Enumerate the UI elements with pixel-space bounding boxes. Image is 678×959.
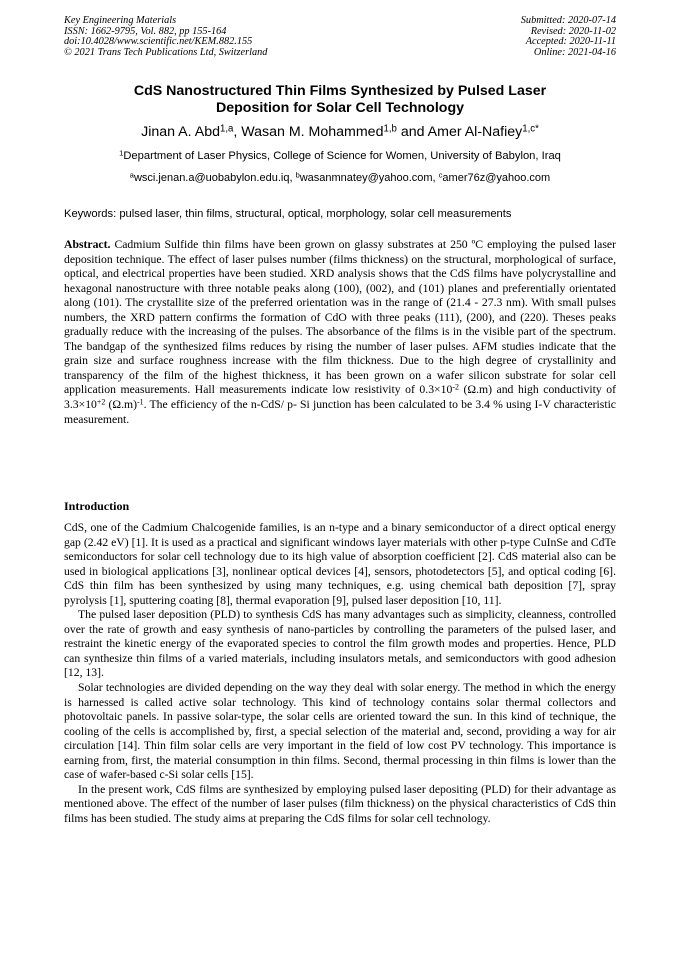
introduction-body: [64, 521, 616, 826]
intro-paragraph: Solar technologies are divided depending on the way they deal with solar energy. The method in which the energy is harnessed is called active solar technology. This kind of technology contains solar thermal collectors and photovoltaic panels. In passive solar-type, the solar cells are oriented toward the sun. In this kind of technique, the cooling of the cells is accomplished by, first, a special selection of the material and, second, providing a way for air circulation [14]. Thin film solar cells are very important in the field of low cost PV technology. This importance is earning from, first, the material consumption in thin films. Second, thermal processing in thin films is lower than the case of wafer-based c-Si solar cells [15].: [64, 681, 616, 782]
title-line-1: CdS Nanostructured Thin Films Synthesized by Pulsed Laser: [133, 83, 547, 99]
email-a-sup: a: [129, 170, 134, 180]
date-revised: Revised: 2020-11-02: [530, 25, 616, 37]
journal-doi: doi:10.4028/www.scientific.net/KEM.882.155: [64, 36, 253, 48]
author-1-name: Jinan A. Abd: [141, 124, 220, 140]
intro-paragraph: The pulsed laser deposition (PLD) to synthesis CdS has many advantages such as simplicity, cleanness, controlled over the rate of growth and easy synthesis of nano-particles by controlling the parameters of the pulsed laser, and restraint the kinetic energy of the evaporated species to control the film growth modes and properties. Hence, PLD can synthesize thin films of a varied materials, including insulators metals, and semiconductors with good adhesion [12, 13].: [64, 608, 616, 680]
email-b: wasanmnatey@yahoo.com,: [299, 172, 439, 184]
abstract-label: Abstract.: [64, 238, 111, 251]
email-b-sup: b: [295, 170, 300, 180]
abstract-sup-3: -1: [137, 397, 144, 407]
abstract-text-4: . The efficiency of the n-CdS/ p- Si junction has been calculated to be 3.4 % using I-V characteristic measurement.: [64, 398, 616, 426]
abstract-text-1: Cadmium Sulfide thin films have been grown on glassy substrates at 250 ºC employing the pulsed laser deposition technique. The effect of laser pulses number (films thickness) on the structural, morphological of surface, optical, and electrical properties have been studied. XRD analysis shows that the CdS films have polycrystalline and hexagonal nanostructure with three notable peaks along (100), (002), and (101) planes and preferentially orientated along (101). The crystallite size of the preferred orientation was in the range of (21.4 - 27.3 nm). With small pulses numbers, the XRD pattern confirms the formation of CdO with three peaks (111), (200), and (220). Theses peaks gradually reduce with the increasing of the pulses. The absorbance of the films is in the visible part of the spectrum. The bandgap of the synthesized films reduces by rising the number of laser pulses. AFM studies indicate that the grain size and surface roughness increase with the film thickness. Due to the high degree of crystallinity and transparency of the film of the highest thickness, it has been grown on a wafer silicon substrate for solar cell application measurements. Hall measurements indicate low resistivity of 0.3×10: [64, 238, 616, 397]
journal-info: [64, 16, 267, 58]
email-a: wsci.jenan.a@uobabylon.edu.iq,: [133, 172, 296, 184]
intro-paragraph: CdS, one of the Cadmium Chalcogenide families, is an n-type and a binary semiconductor of a direct optical energy gap (2.42 eV) [1]. It is used as a practical and significant windows layer materials with other p-type CuInSe and CdTe semiconductors for solar cell technology due to its high value of absorption coefficient [2]. CdS material also can be used in biological applications [3], nonlinear optical devices [4], sensors, photodetectors [5], and optical coding [6]. CdS thin film has been synthesized by using many techniques, e.g. using chemical bath deposition [7], spray pyrolysis [1], sputtering coating [8], thermal evaporation [9], pulsed laser deposition [10, 11].: [64, 521, 616, 607]
submission-dates: [521, 16, 616, 58]
author-list: [64, 123, 616, 141]
title-line-2: Deposition for Solar Cell Technology: [215, 100, 465, 116]
date-online: Online: 2021-04-16: [533, 46, 616, 58]
author-sep-2: and: [396, 124, 428, 140]
affiliation: [64, 149, 616, 163]
journal-copyright: © 2021 Trans Tech Publications Ltd, Switzerland: [64, 46, 268, 58]
intro-paragraph: In the present work, CdS films are synthesized by employing pulsed laser depositing (PLD) for their advantage as mentioned above. The effect of the number of laser pulses (film thickness) on the physical characteristics of CdS thin films has been studied. The study aims at preparing the CdS films for solar cell technology.: [64, 782, 616, 825]
author-sep-1: ,: [233, 124, 242, 140]
author-2-name: Wasan M. Mohammed: [241, 124, 384, 140]
abstract-text-3: (Ω.m): [105, 398, 137, 412]
author-3-name: Amer Al-Nafiey: [427, 124, 523, 140]
affiliation-sup: 1: [119, 148, 124, 158]
author-emails: [64, 171, 616, 185]
email-c: amer76z@yahoo.com: [442, 172, 551, 184]
section-heading-introduction: Introduction: [64, 499, 130, 513]
journal-issn: ISSN: 1662-9795, Vol. 882, pp 155-164: [64, 25, 227, 37]
journal-name: Key Engineering Materials: [64, 15, 177, 26]
date-accepted: Accepted: 2020-11-11: [525, 36, 616, 48]
author-1-sup: 1,a: [219, 123, 234, 135]
author-3-sup: 1,c*: [522, 123, 539, 135]
abstract-text-2: (Ω.m) and high conductivity of 3.3×10: [64, 383, 616, 412]
affiliation-text: Department of Laser Physics, College of Science for Women, University of Babylon, Iraq: [123, 150, 561, 162]
paper-title: [64, 83, 616, 117]
author-2-sup: 1,b: [383, 123, 397, 135]
abstract-sup-2: +2: [96, 397, 106, 407]
keywords: Keywords: pulsed laser, thin films, structural, optical, morphology, solar cell measurements: [64, 208, 512, 220]
email-c-sup: c: [438, 170, 443, 180]
date-submitted: Submitted: 2020-07-14: [520, 15, 616, 26]
abstract-sup-1: -2: [452, 382, 459, 392]
abstract: [64, 238, 616, 427]
